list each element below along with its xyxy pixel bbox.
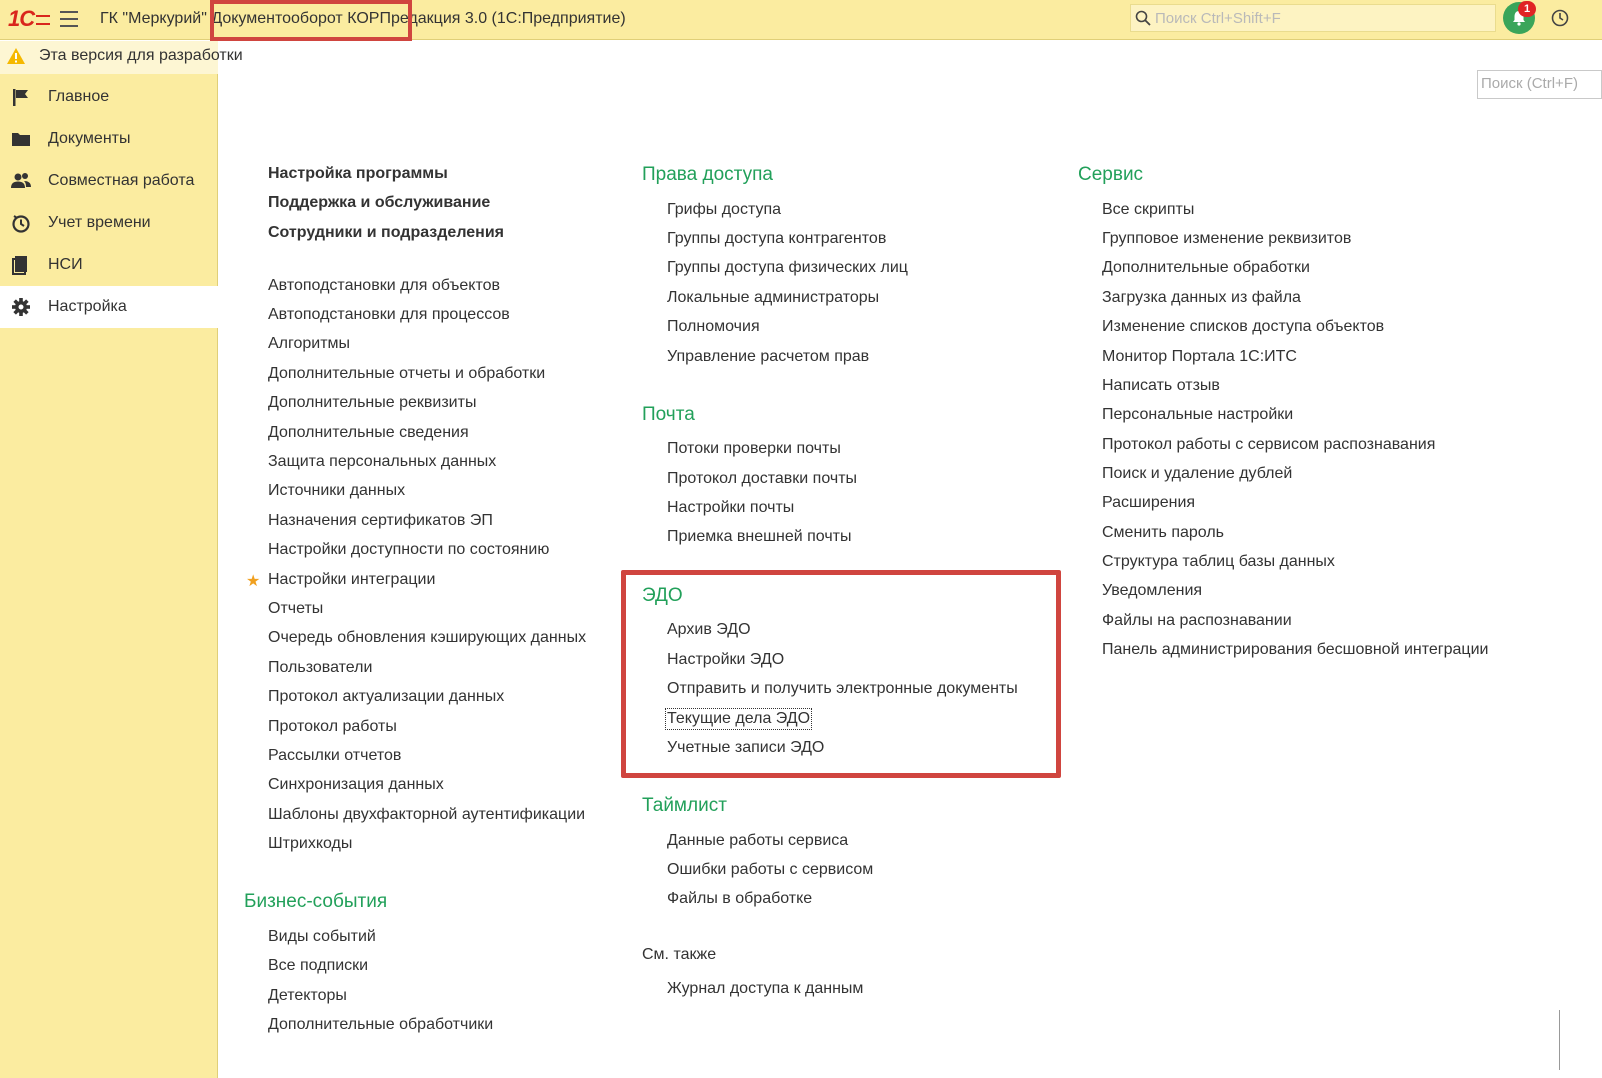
link-settings-item[interactable]: Рассылки отчетов	[268, 747, 402, 764]
link-business-event-item[interactable]: Детекторы	[268, 987, 347, 1004]
gear-icon	[10, 297, 32, 317]
sidebar-item-label: Совместная работа	[48, 172, 195, 189]
link-settings-item[interactable]: Протокол актуализации данных	[268, 688, 505, 705]
link-settings-item[interactable]: Синхронизация данных	[268, 776, 444, 793]
sidebar-item-label: Настройка	[48, 298, 127, 315]
section-title-see-also: См. также	[642, 946, 717, 963]
sidebar-item-label: Документы	[48, 130, 131, 147]
warning-icon	[6, 47, 26, 65]
link-settings-item[interactable]: Алгоритмы	[268, 335, 351, 352]
link-access-item[interactable]: Управление расчетом прав	[667, 348, 870, 365]
link-settings-item[interactable]: Автоподстановки для объектов	[268, 277, 501, 294]
book-icon	[10, 255, 32, 275]
link-see-also-item[interactable]: Журнал доступа к данным	[667, 980, 864, 997]
sidebar-item-settings[interactable]	[0, 286, 218, 328]
link-settings-item[interactable]: Штрихкоды	[268, 835, 353, 852]
link-settings-item[interactable]: Протокол работы	[268, 718, 397, 735]
link-service-item[interactable]: Изменение списков доступа объектов	[1102, 318, 1385, 335]
link-service-item[interactable]: Групповое изменение реквизитов	[1102, 230, 1352, 247]
link-service-item[interactable]: Протокол работы с сервисом распознавания	[1102, 436, 1436, 453]
link-support-maintenance[interactable]: Поддержка и обслуживание	[268, 194, 491, 211]
section-search-input[interactable]	[1478, 71, 1596, 96]
link-service-item[interactable]: Персональные настройки	[1102, 406, 1294, 423]
section-title-access-rights: Права доступа	[642, 164, 773, 185]
sidebar	[0, 74, 218, 1078]
app-title-edition: редакция 3.0 (1С:Предприятие)	[390, 10, 626, 27]
search-icon	[1135, 10, 1151, 26]
sidebar-item-documents[interactable]	[0, 118, 218, 160]
sidebar-item-label: НСИ	[48, 256, 83, 273]
link-settings-item[interactable]: Источники данных	[268, 482, 406, 499]
link-service-item[interactable]: Монитор Портала 1С:ИТС	[1102, 348, 1297, 365]
sidebar-item-label: Главное	[48, 88, 110, 105]
top-bar	[0, 0, 1602, 40]
link-settings-item[interactable]: Отчеты	[268, 600, 324, 617]
link-service-item[interactable]: Все скрипты	[1102, 201, 1195, 218]
sidebar-item-collaboration[interactable]	[0, 160, 218, 202]
link-edo-current-tasks[interactable]: Текущие дела ЭДО	[667, 710, 811, 727]
history-icon[interactable]	[1550, 8, 1570, 28]
link-service-item[interactable]: Загрузка данных из файла	[1102, 289, 1301, 306]
link-edo-item[interactable]: Отправить и получить электронные документы	[667, 680, 1018, 697]
1c-logo-icon[interactable]: 1C	[8, 6, 50, 32]
section-search[interactable]	[1477, 70, 1602, 99]
notifications-count-badge: 1	[1518, 1, 1536, 17]
link-edo-item[interactable]: Учетные записи ЭДО	[667, 739, 825, 756]
link-service-item[interactable]: Уведомления	[1102, 582, 1203, 599]
dev-version-warning	[0, 41, 243, 74]
link-service-item[interactable]: Написать отзыв	[1102, 377, 1220, 394]
link-settings-item[interactable]: Дополнительные сведения	[268, 424, 469, 441]
users-icon	[10, 171, 32, 191]
link-business-event-item[interactable]: Виды событий	[268, 928, 376, 945]
link-timesheet-item[interactable]: Файлы в обработке	[667, 890, 813, 907]
link-timesheet-item[interactable]: Данные работы сервиса	[667, 832, 849, 849]
link-settings-item[interactable]: Очередь обновления кэширующих данных	[268, 629, 587, 646]
link-business-event-item[interactable]: Дополнительные обработчики	[268, 1016, 494, 1033]
link-settings-item[interactable]: Защита персональных данных	[268, 453, 497, 470]
sidebar-item-label: Учет времени	[48, 214, 151, 231]
link-service-item[interactable]: Расширения	[1102, 494, 1196, 511]
link-edo-item[interactable]: Настройки ЭДО	[667, 651, 785, 668]
clock-icon	[10, 213, 32, 233]
link-business-event-item[interactable]: Все подписки	[268, 957, 369, 974]
link-service-item[interactable]: Дополнительные обработки	[1102, 259, 1310, 276]
link-service-item[interactable]: Панель администрирования бесшовной интеграции	[1102, 641, 1489, 658]
scrollbar-edge[interactable]	[1559, 1010, 1560, 1070]
link-timesheet-item[interactable]: Ошибки работы с сервисом	[667, 861, 874, 878]
link-service-item[interactable]: Структура таблиц базы данных	[1102, 553, 1335, 570]
link-settings-item[interactable]: Назначения сертификатов ЭП	[268, 512, 493, 529]
global-search[interactable]	[1130, 4, 1496, 32]
section-title-edo: ЭДО	[642, 585, 683, 606]
link-settings-item[interactable]: Шаблоны двухфакторной аутентификации	[268, 806, 586, 823]
link-service-item[interactable]: Файлы на распознавании	[1102, 612, 1292, 629]
sidebar-item-time-tracking[interactable]	[0, 202, 218, 244]
link-mail-item[interactable]: Приемка внешней почты	[667, 528, 852, 545]
link-mail-item[interactable]: Потоки проверки почты	[667, 440, 841, 457]
main-menu-icon[interactable]	[60, 11, 78, 27]
section-title-timesheet: Таймлист	[642, 795, 727, 816]
warning-text: Эта версия для разработки	[39, 47, 243, 64]
section-title-service: Сервис	[1078, 164, 1144, 185]
link-settings-item[interactable]: Дополнительные отчеты и обработки	[268, 365, 546, 382]
link-settings-item[interactable]: Дополнительные реквизиты	[268, 394, 477, 411]
link-service-item[interactable]: Поиск и удаление дублей	[1102, 465, 1293, 482]
folder-icon	[10, 129, 32, 149]
sidebar-item-main[interactable]	[0, 76, 218, 118]
link-mail-item[interactable]: Настройки почты	[667, 499, 795, 516]
link-settings-item[interactable]: Автоподстановки для процессов	[268, 306, 510, 323]
app-title-product: Документооборот КОРП	[211, 10, 391, 27]
app-title-org: ГК "Меркурий"	[100, 10, 207, 27]
product-highlight-frame	[210, 0, 412, 41]
link-service-item[interactable]: Сменить пароль	[1102, 524, 1225, 541]
link-settings-item[interactable]: Настройки доступности по состоянию	[268, 541, 550, 558]
sidebar-item-reference-data[interactable]	[0, 244, 218, 286]
link-program-settings[interactable]: Настройка программы	[268, 165, 448, 182]
link-settings-item[interactable]: Пользователи	[268, 659, 373, 676]
link-access-item[interactable]: Грифы доступа	[667, 201, 782, 218]
link-access-item[interactable]: Группы доступа контрагентов	[667, 230, 887, 247]
link-access-item[interactable]: Локальные администраторы	[667, 289, 880, 306]
global-search-input[interactable]	[1155, 8, 1485, 28]
link-access-item[interactable]: Группы доступа физических лиц	[667, 259, 908, 276]
favorite-star-icon[interactable]: ★	[246, 573, 261, 590]
section-title-mail: Почта	[642, 404, 695, 425]
link-access-item[interactable]: Полномочия	[667, 318, 760, 335]
section-title-business-events: Бизнес-события	[244, 891, 388, 912]
link-settings-item[interactable]: Настройки интеграции	[268, 571, 436, 588]
link-edo-item[interactable]: Архив ЭДО	[667, 621, 751, 638]
flag-icon	[10, 87, 32, 107]
link-mail-item[interactable]: Протокол доставки почты	[667, 470, 858, 487]
link-employees-departments[interactable]: Сотрудники и подразделения	[268, 224, 504, 241]
